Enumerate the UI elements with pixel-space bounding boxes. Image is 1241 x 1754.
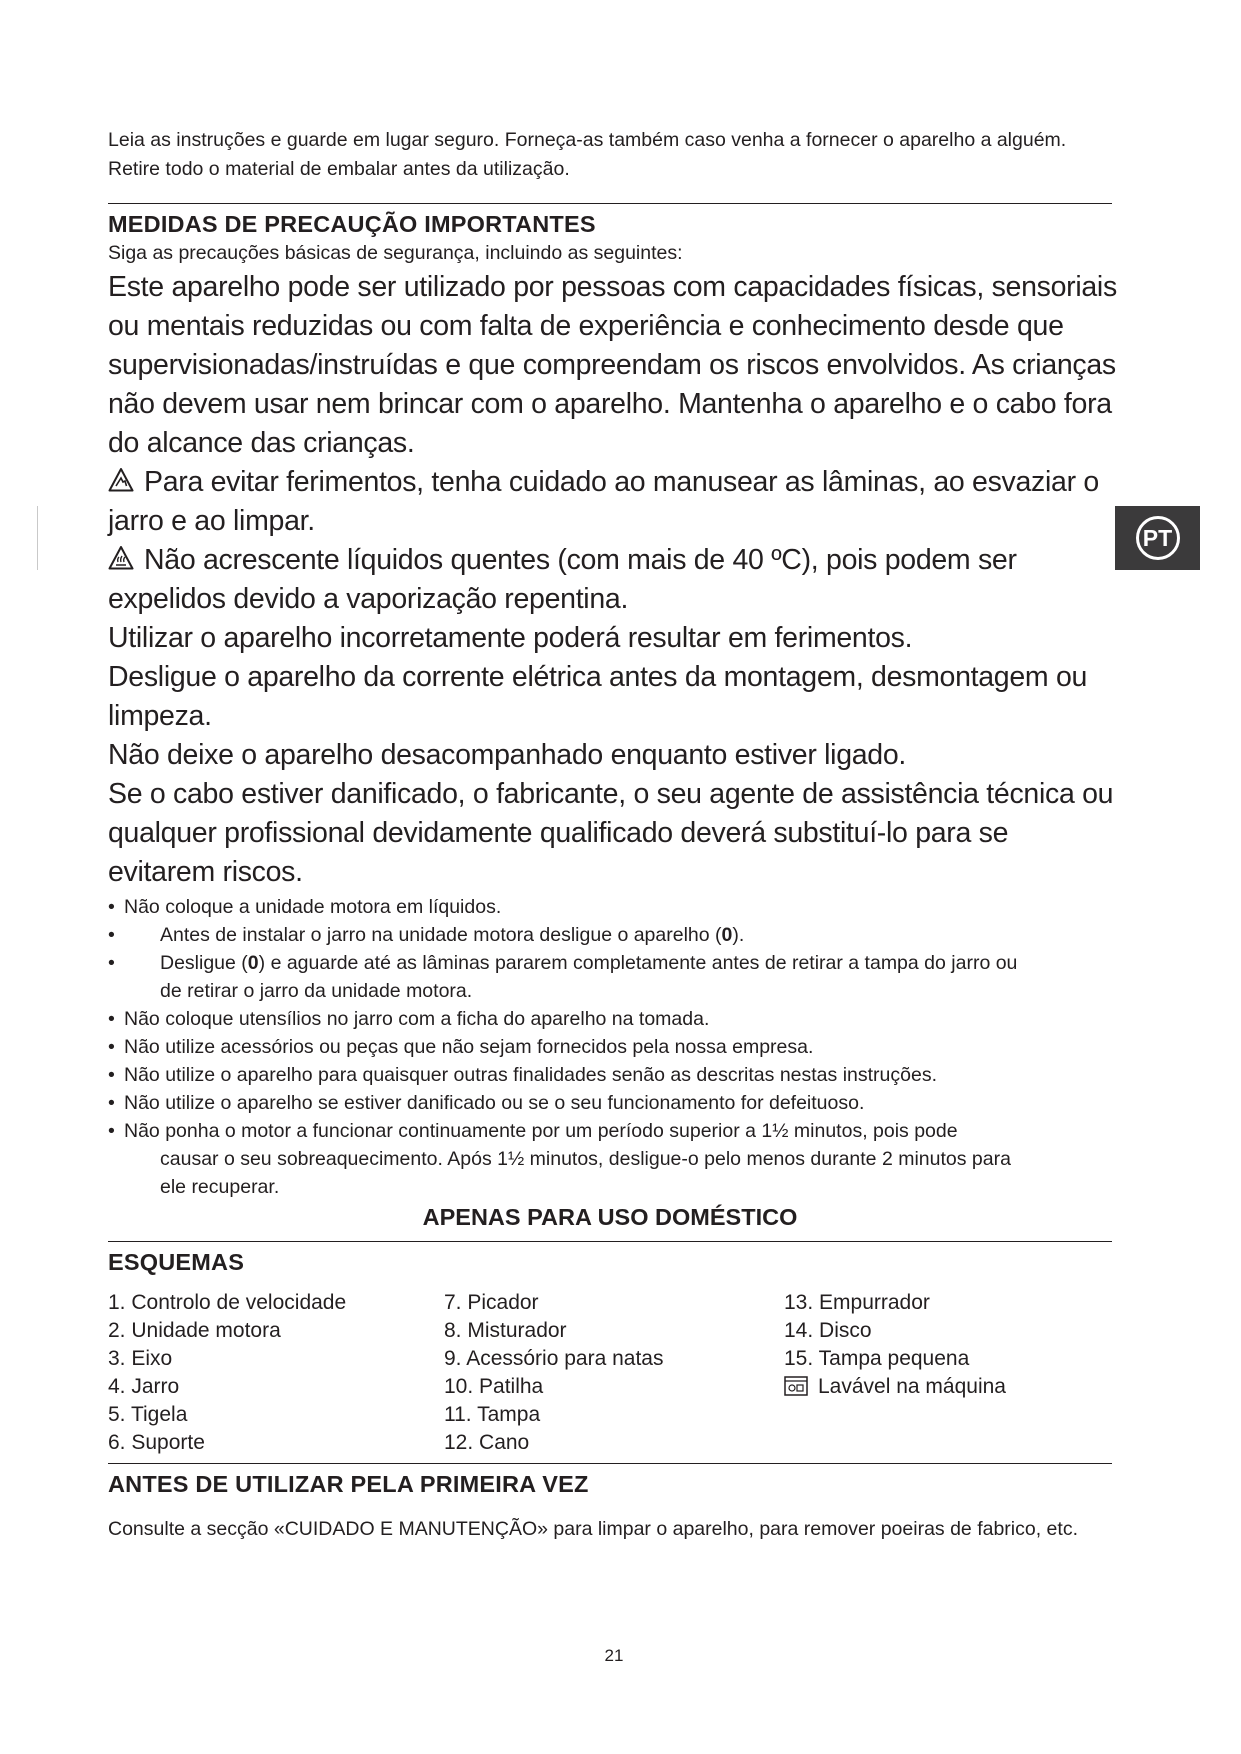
paragraph-unplug: Desligue o aparelho da corrente elétrica antes da montagem, desmontagem ou limpeza. <box>108 661 1088 732</box>
list-item: • Desligue (0) e aguarde até as lâminas pararem completamente antes de retirar a tampa do jarro ou <box>108 952 1018 974</box>
list-item: 8. Misturador <box>444 1319 567 1342</box>
list-item: • Não utilize o aparelho se estiver danificado ou se o seu funcionamento for defeituoso. <box>108 1092 865 1114</box>
list-item-continuation: de retirar o jarro da unidade motora. <box>160 980 473 1002</box>
page-number: 21 <box>604 1646 624 1665</box>
warning-triangle-icon <box>108 467 134 493</box>
section-divider <box>108 1463 1112 1464</box>
domestic-use-notice: APENAS PARA USO DOMÉSTICO <box>422 1204 798 1230</box>
paragraph-unattended: Não deixe o aparelho desacompanhado enquanto estiver ligado. <box>108 739 907 771</box>
paragraph-hot-liquids-text: Não acrescente líquidos quentes (com mais de 40 ºC), pois podem ser expelidos devido a vaporização repentina. <box>108 544 1017 615</box>
list-item-continuation: causar o seu sobreaquecimento. Após 1½ minutos, desligue-o pelo menos durante 2 minutos para <box>160 1148 1011 1170</box>
precautions-bullet-list <box>108 893 1118 1201</box>
first-use-text: Consulte a secção «CUIDADO E MANUTENÇÃO» para limpar o aparelho, para remover poeiras de fabrico, etc. <box>108 1518 1078 1540</box>
precautions-heading: MEDIDAS DE PRECAUÇÃO IMPORTANTES <box>108 211 596 237</box>
paragraph-cable: Se o cabo estiver danificado, o fabricante, o seu agente de assistência técnica ou qualquer profissional devidamente qualificado deverá substituí-lo para se evitarem riscos. <box>108 778 1114 888</box>
language-code: PT <box>1142 524 1173 551</box>
parts-column-3 <box>784 1289 1006 1401</box>
parts-column-1 <box>108 1289 346 1457</box>
paragraph-incorrect-use: Utilizar o aparelho incorretamente poderá resultar em ferimentos. <box>108 622 913 654</box>
margin-line <box>37 506 38 570</box>
list-item: 11. Tampa <box>444 1403 541 1426</box>
list-item: 10. Patilha <box>444 1375 544 1398</box>
list-item: • Não coloque a unidade motora em líquidos. <box>108 896 502 918</box>
list-item: 1. Controlo de velocidade <box>108 1291 347 1314</box>
section-divider <box>108 1241 1112 1242</box>
first-use-heading: ANTES DE UTILIZAR PELA PRIMEIRA VEZ <box>108 1471 589 1497</box>
language-badge <box>1136 516 1180 560</box>
dishwasher-icon <box>784 1376 808 1396</box>
section-divider <box>108 203 1112 204</box>
schemes-heading: ESQUEMAS <box>108 1249 245 1275</box>
list-item-continuation: ele recuperar. <box>160 1176 280 1198</box>
list-item: 7. Picador <box>444 1291 539 1314</box>
paragraph-blades-text: Para evitar ferimentos, tenha cuidado ao manusear as lâminas, ao esvaziar o jarro e ao limpar. <box>108 466 1099 537</box>
list-item: 15. Tampa pequena <box>784 1347 970 1370</box>
list-item: 2. Unidade motora <box>108 1319 281 1342</box>
list-item: 9. Acessório para natas <box>444 1347 664 1370</box>
list-item: • Antes de instalar o jarro na unidade motora desligue o aparelho (0). <box>108 924 745 946</box>
list-item: 14. Disco <box>784 1319 872 1342</box>
paragraph-capabilities: Este aparelho pode ser utilizado por pessoas com capacidades físicas, sensoriais ou mentais reduzidas ou com falta de experiência e conhecimento desde que supervisionadas/instruídas e que compreendam os riscos envolvidos. As crianças não devem usar nem brincar com o aparelho. Mantenha o aparelho e o cabo fora do alcance das crianças. <box>108 271 1117 459</box>
language-tab <box>1115 506 1200 570</box>
hot-surface-warning-icon <box>108 545 134 571</box>
list-item: • Não utilize o aparelho para quaisquer outras finalidades senão as descritas nestas instruções. <box>108 1064 937 1086</box>
intro-text: Leia as instruções e guarde em lugar seguro. Forneça-as também caso venha a fornecer o aparelho a alguém. Retire todo o material de embalar antes da utilização. <box>108 129 1067 180</box>
dishwasher-label: Lavável na máquina <box>818 1375 1006 1398</box>
list-item: 4. Jarro <box>108 1375 180 1398</box>
list-item: • Não ponha o motor a funcionar continuamente por um período superior a 1½ minutos, pois pode <box>108 1120 958 1142</box>
dishwasher-safe-item <box>784 1373 1006 1401</box>
precautions-paragraphs <box>108 268 1118 892</box>
precautions-subtitle: Siga as precauções básicas de segurança, incluindo as seguintes: <box>108 242 683 264</box>
list-item: 3. Eixo <box>108 1347 173 1370</box>
list-item: 12. Cano <box>444 1431 530 1454</box>
list-item: 13. Empurrador <box>784 1291 930 1314</box>
paragraph-blades <box>108 463 1118 541</box>
list-item: 5. Tigela <box>108 1403 188 1426</box>
list-item: • Não utilize acessórios ou peças que não sejam fornecidos pela nossa empresa. <box>108 1036 814 1058</box>
list-item: • Não coloque utensílios no jarro com a ficha do aparelho na tomada. <box>108 1008 710 1030</box>
paragraph-hot-liquids <box>108 541 1118 619</box>
list-item: 6. Suporte <box>108 1431 205 1454</box>
parts-column-2 <box>444 1289 663 1457</box>
